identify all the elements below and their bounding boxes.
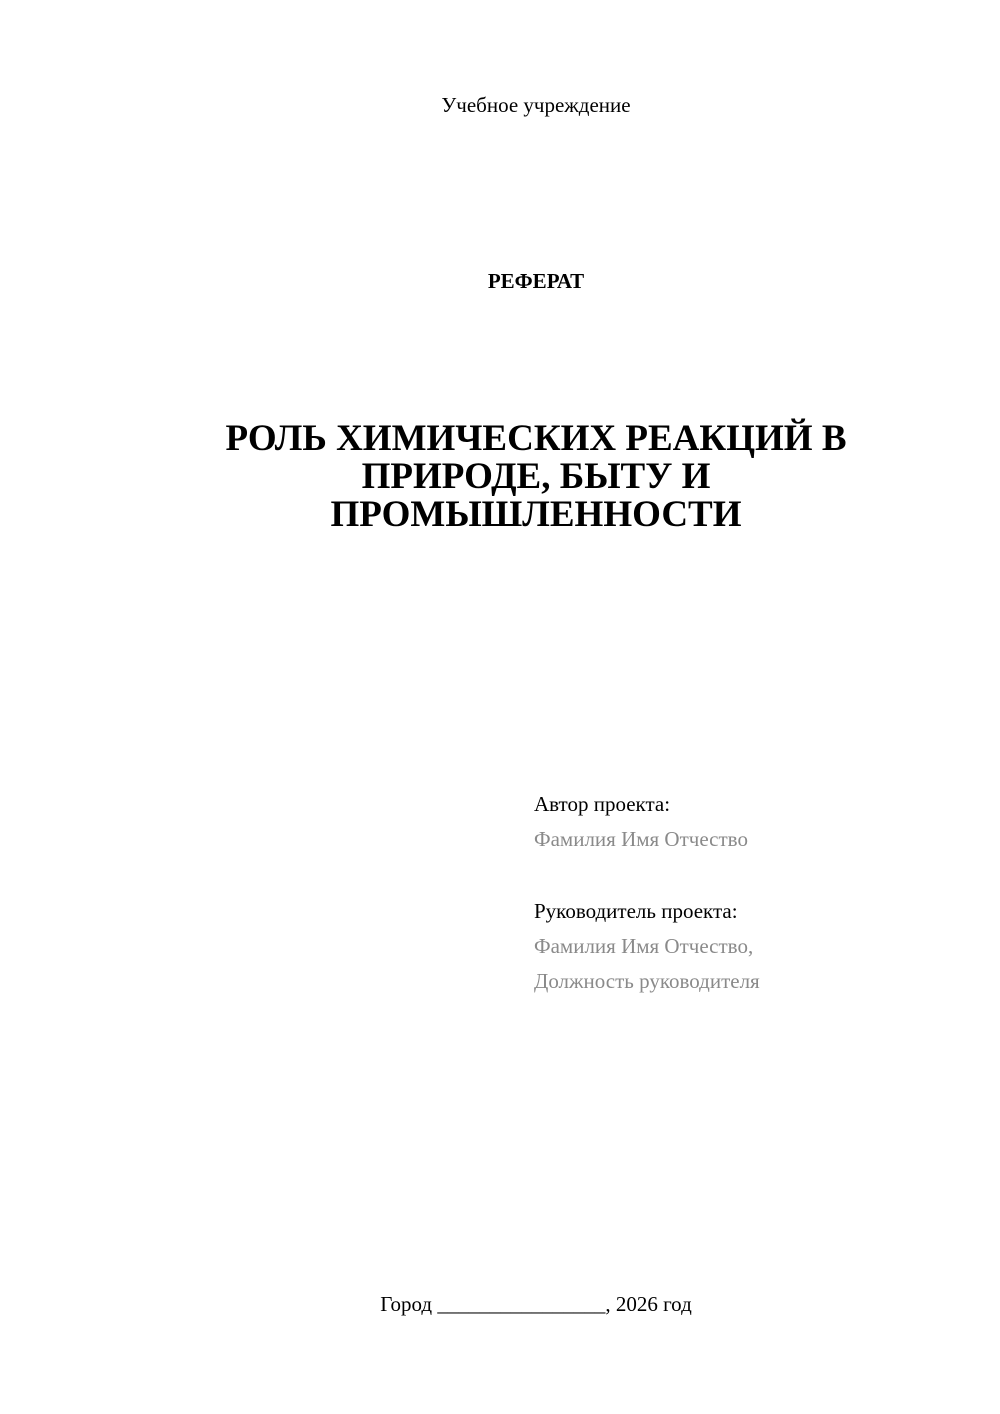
institution-name: Учебное учреждение bbox=[441, 93, 631, 117]
title-line: ПРОМЫШЛЕННОСТИ bbox=[330, 494, 742, 535]
author-name: Фамилия Имя Отчество bbox=[534, 827, 748, 851]
supervisor-name: Фамилия Имя Отчество, bbox=[534, 934, 754, 958]
title-line: ПРИРОДЕ, БЫТУ И bbox=[361, 456, 711, 497]
supervisor-position: Должность руководителя bbox=[534, 969, 760, 993]
city-year-line: Город ________________, 2026 год bbox=[380, 1292, 692, 1316]
author-block bbox=[534, 787, 974, 857]
document-type: РЕФЕРАТ bbox=[487, 269, 585, 293]
supervisor-label: Руководитель проекта: bbox=[534, 899, 738, 923]
document-title bbox=[200, 420, 872, 534]
title-line: РОЛЬ ХИМИЧЕСКИХ РЕАКЦИЙ В bbox=[225, 418, 847, 459]
supervisor-block bbox=[534, 894, 974, 999]
author-label: Автор проекта: bbox=[534, 792, 671, 816]
